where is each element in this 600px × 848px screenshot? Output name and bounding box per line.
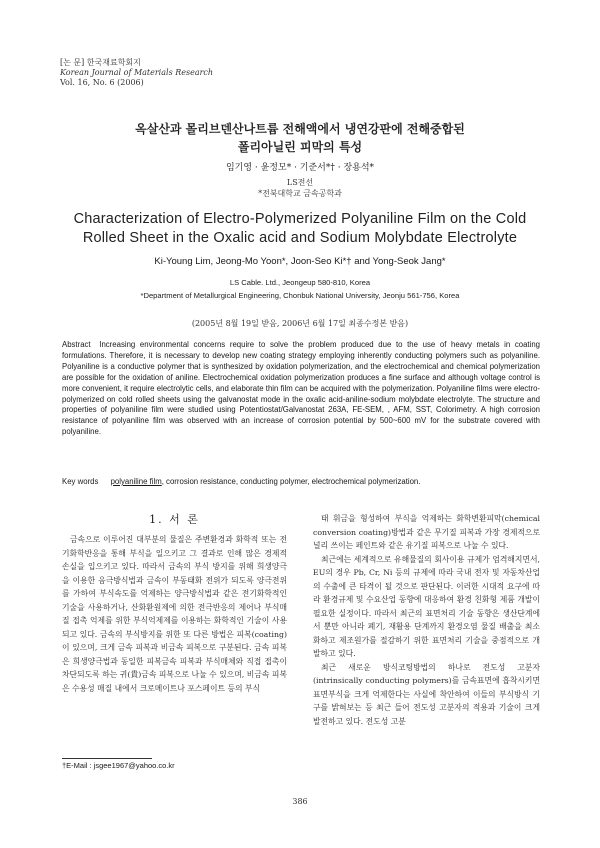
english-affiliation-line-1: LS Cable. Ltd., Jeongeup 580-810, Korea bbox=[229, 278, 371, 287]
received-dates: (2005년 8월 19일 받음, 2006년 6월 17일 최종수정본 받음) bbox=[191, 319, 409, 328]
korean-title-line-2: 폴리아닐린 피막의 특성 bbox=[237, 140, 363, 154]
english-affiliations bbox=[40, 276, 560, 302]
korean-affiliation-line-1: LS전선 bbox=[286, 178, 314, 187]
page-number: 386 bbox=[292, 797, 308, 806]
body-column-left bbox=[62, 533, 287, 695]
korean-affiliations bbox=[60, 177, 540, 199]
journal-volume: Vol. 16, No. 6 (2006) bbox=[60, 78, 144, 87]
section-title-introduction: 1. 서 론 bbox=[149, 513, 200, 526]
english-authors: Ki-Young Lim, Jeong-Mo Yoon*, Joon-Seo Ki*† and Yong-Seok Jang* bbox=[154, 256, 446, 267]
journal-name-korean: [논 문] 한국재료학회지 bbox=[60, 58, 141, 67]
english-affiliation-line-2: *Department of Metallurgical Engineering, Chonbuk National University, Jeonju 561-756, Korea bbox=[140, 291, 460, 300]
journal-name-english: Korean Journal of Materials Research bbox=[60, 68, 214, 77]
keyword-first: polyaniline film bbox=[110, 477, 162, 486]
english-title bbox=[40, 210, 560, 248]
abstract bbox=[62, 340, 540, 438]
korean-authors: 임기영 · 윤정모* · 기준서*† · 장용석* bbox=[225, 163, 375, 173]
journal-masthead bbox=[60, 58, 213, 88]
abstract-text: Increasing environmental concerns require to solve the problem produced due to the use of heavy metals in coating formulations. Therefore, it is necessary to develop new coating strategy employing inherently conducting polymers such as polyaniline. Polyaniline is a conductive polymer that is synthesized by oxidation polymerization, and the electrochemical and chemical polymerization are possible for the oxidation of aniline. Electrochemical oxidation polymerization produces a fine surface and although voltage control is more convenient, it require electrolytic cells, and elaborate thin film can be acquired with the polymerization. Polyaniline films were electro-polymerized on cold rolled sheets using the galvanostat mode in the oxalic acid-aniline-sodium molybdate electrolyte. The structure and properties of polyaniline film were studied using Potentiostat/Galvanostat 263A, FE-SEM, , AFM, SST, Colorimetry. A high corrosion resistance of polyaniline film was observed with an increase of corrosion potential by 500~600 mV for the substrate covered with polyaniline. bbox=[62, 340, 541, 437]
footnote-divider bbox=[62, 758, 152, 759]
korean-title-line-1: 옥살산과 몰리브덴산나트륨 전해액에서 냉연강판에 전해중합된 bbox=[135, 122, 465, 136]
footnote-email: †E-Mail : jsgee1967@yahoo.co.kr bbox=[62, 761, 175, 770]
keywords bbox=[62, 476, 540, 487]
keywords-rest: , corrosion resistance, conducting polymer, electrochemical polymerization. bbox=[161, 477, 421, 486]
abstract-label: Abstract bbox=[62, 340, 91, 349]
korean-title bbox=[60, 120, 540, 156]
body-column-right bbox=[313, 512, 540, 728]
body-paragraph: 금속으로 이루어진 대부분의 물질은 주변환경과 화학적 또는 전기화학반응을 통해 부식을 일으키고 그 결과로 인해 많은 경제적 손실을 입으키고 있다. 따라서 금속의 부식 방지를 위해 희생양극을 이용한 음극방식법과 금속이 부동태화 전위가 되도록 양극전위를 가하여 부식속도를 억제하는 양극방식법과 같은 전기화학적인 기술을 사용하거나, 산화환원제에 의한 전극반응의 제어나 부식매질 접촉 억제를 위한 부식억제제를 이용하는 화학적인 기술이 사용되고 있다. 금속의 부식방지를 위한 또 다른 방법은 피복(coating)이 있으며, 크게 금속 피복과 비금속 피복으로 구분된다. 금속 피복은 희생양극법과 동일한 피복금속 피복과 부식매체와 직접 접촉이 차단되도록 하는 귀(貴)금속 피복으로 나눌 수 있으며, 비금속 피복은 수용성 매질 내에서 크로메이트나 포스페이트 등의 부식 bbox=[62, 535, 287, 693]
english-title-line-1: Characterization of Electro-Polymerized Polyaniline Film on the Cold bbox=[73, 211, 527, 227]
keywords-label: Key words bbox=[62, 477, 99, 486]
korean-affiliation-line-2: *전북대학교 금속공학과 bbox=[258, 189, 342, 198]
body-paragraph: 태 휘금을 형성하여 부식을 억제하는 화학변환피막(chemical conversion coating)방법과 같은 무기질 피복과 가장 경제적으로 널리 쓰이는 페인트와 같은 유기질 피복으로 나눌 수 있다. bbox=[313, 514, 540, 550]
english-title-line-2: Rolled Sheet in the Oxalic acid and Sodium Molybdate Electrolyte bbox=[82, 230, 518, 246]
body-paragraph: 최근에는 세계적으로 유해물질의 회사이용 규제가 엄격해지면서, EU의 경우 Pb, Cr, Ni 등의 규제에 따라 국내 전자 및 자동차산업의 수출에 큰 타격이 될 것으로 판단된다. 이러한 시대적 요구에 따라 환경규제 및 수요산업 동향에 대응하여 환경 친화형 제품 개발이 필요한 실정이다. 따라서 최근의 표면처리 기술 동향은 생산단계에서 뿐만 아니라 폐기, 재활용 단계까지 환경오염 물질 배출을 최소화하고 제조원가를 절감하기 위한 표면처리 기술을 중점적으로 개발하고 있다. bbox=[313, 554, 540, 658]
body-paragraph: 최근 새로운 방식코팅방법의 하나로 전도성 고분자(intrinsically conducting polymers)를 금속표면에 흡착시키면 표면부식을 크게 억제한다는 사실에 착안하여 이들의 부식방식 기구를 밝혀보는 등 최근 들어 전도성 고분자의 적용과 기술이 크게 발전하고 있다. 전도성 고분 bbox=[313, 662, 540, 726]
